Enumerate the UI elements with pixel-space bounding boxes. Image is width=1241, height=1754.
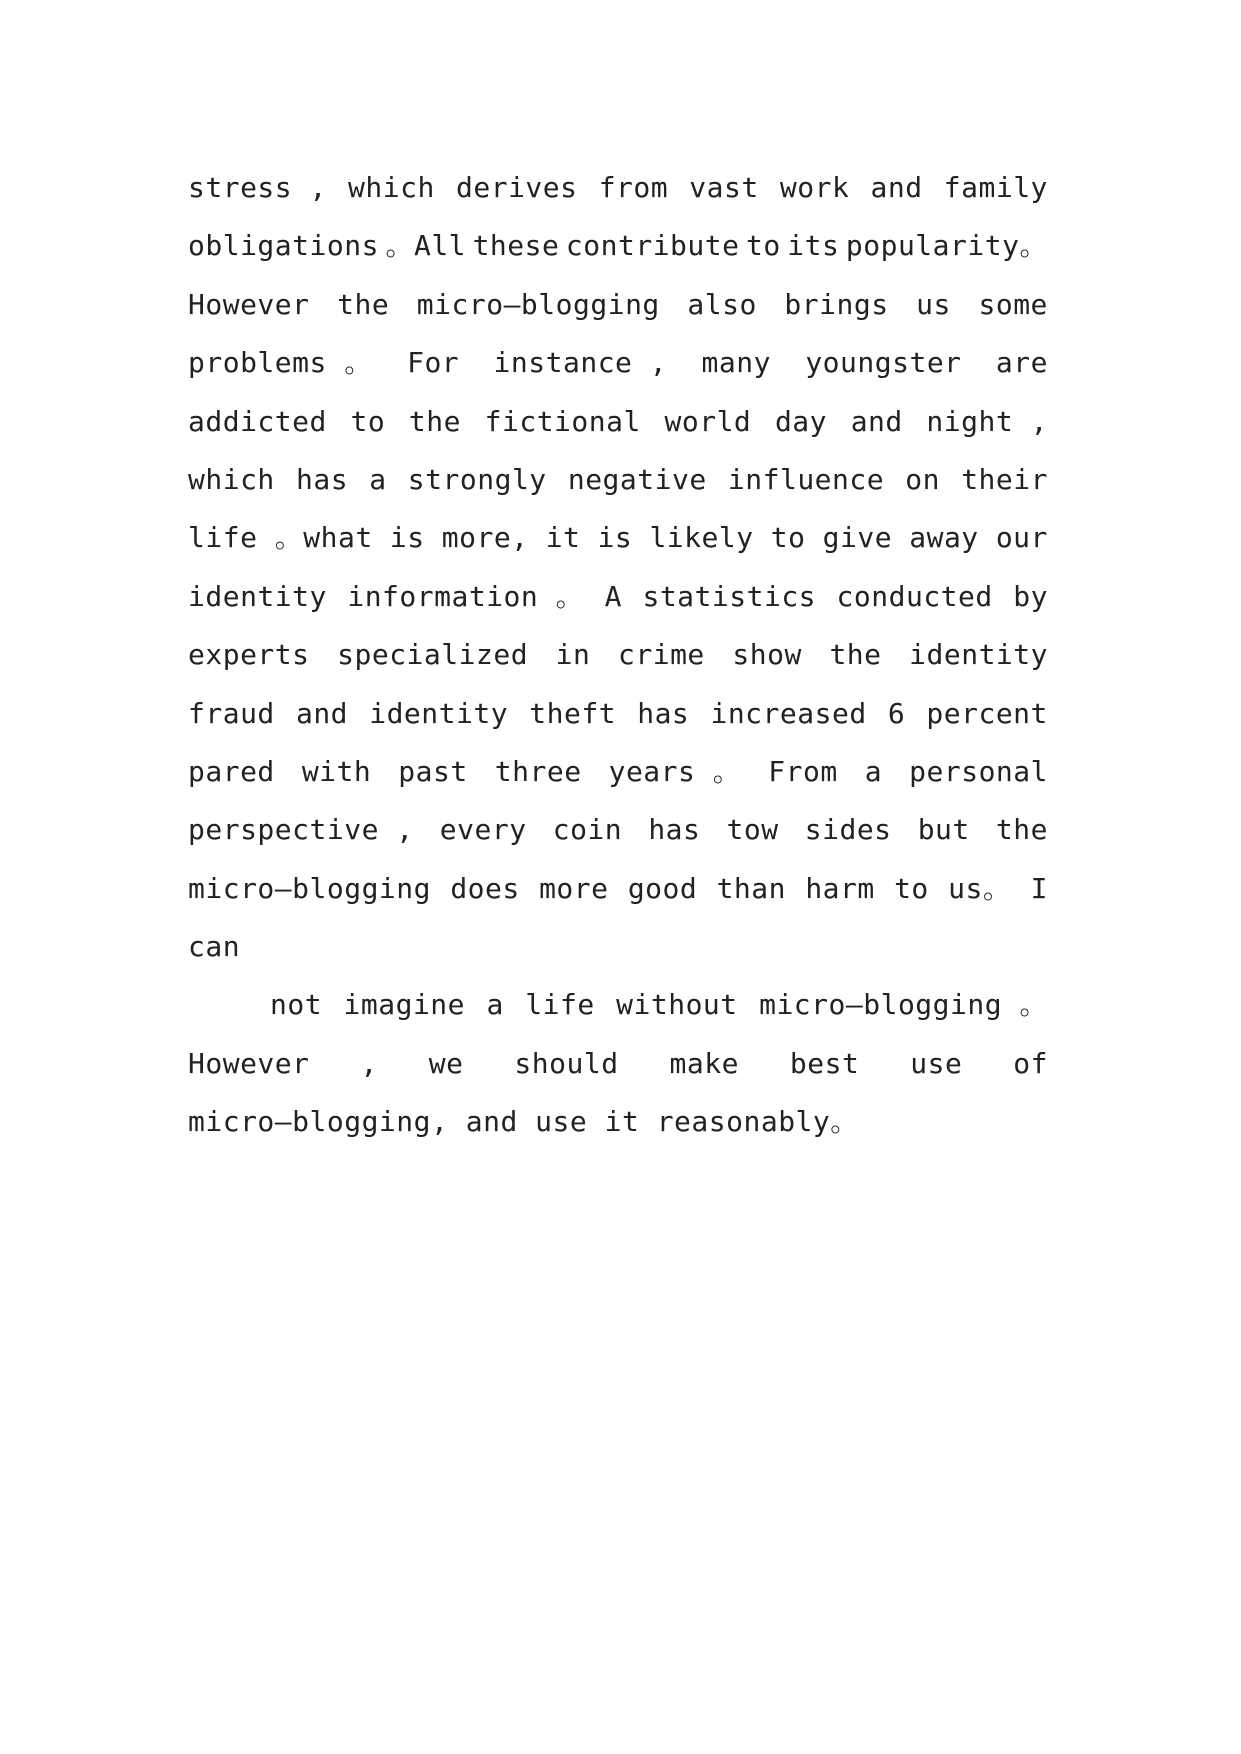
word: and [870, 171, 923, 204]
word: obligations [188, 229, 379, 263]
text-line [188, 626, 1048, 684]
word: strongly [407, 462, 547, 496]
word: its [787, 229, 840, 263]
word: micro—blogging [416, 287, 660, 321]
word: from [598, 171, 669, 204]
word: work [779, 171, 850, 204]
word: youngster [805, 346, 962, 380]
word: micro—blogging 。 [759, 988, 1048, 1022]
word: every [439, 813, 527, 847]
word: more [539, 871, 609, 905]
word: world [664, 404, 752, 438]
word: give [822, 521, 893, 555]
word: past [398, 754, 468, 788]
word: more, [441, 521, 529, 555]
word: of [1013, 1046, 1048, 1080]
word: percent [926, 696, 1048, 730]
word: it [545, 521, 581, 555]
word: 6 [887, 696, 906, 730]
word: with [301, 754, 372, 788]
word: increased [710, 696, 867, 730]
word: a [486, 988, 504, 1022]
word: in [555, 638, 591, 672]
word: our [995, 521, 1048, 555]
word: is [389, 521, 425, 555]
word: good [627, 871, 698, 905]
word: 。All [385, 229, 467, 263]
word: are [995, 346, 1048, 380]
word: day [774, 404, 828, 438]
word: personal [909, 754, 1048, 788]
word: For [407, 346, 460, 380]
word: should [514, 1046, 619, 1080]
word: addicted [188, 404, 327, 438]
text-line [188, 217, 1048, 275]
word: micro—blogging [188, 871, 432, 905]
word: sides [804, 813, 892, 847]
word: on [905, 462, 941, 496]
word: information 。 [347, 579, 585, 613]
word: to [746, 229, 781, 263]
word: has [648, 813, 701, 847]
word: three [494, 754, 582, 788]
text-line [188, 334, 1048, 392]
text-line [188, 1035, 1048, 1093]
word: identity [369, 696, 509, 730]
word: brings [784, 287, 889, 321]
word: which [348, 171, 435, 204]
word: does [450, 871, 520, 905]
word: the [337, 287, 390, 321]
word: statistics [642, 579, 817, 613]
word: use [535, 1105, 588, 1139]
word: and [850, 404, 903, 438]
word: has [637, 696, 690, 730]
word: years 。 [608, 754, 742, 788]
word: instance , [493, 346, 668, 380]
text-line [188, 393, 1048, 451]
word: the [829, 638, 882, 672]
word: fraud [188, 696, 275, 730]
word: imagine [343, 988, 466, 1022]
text-line [188, 159, 1048, 217]
word: problems 。 [188, 346, 373, 380]
word: and [465, 1105, 518, 1139]
word: contribute [565, 229, 740, 263]
word: harm [805, 871, 875, 905]
word: family [943, 171, 1048, 204]
word: can [188, 930, 241, 964]
text-line [188, 509, 1048, 567]
word: show [732, 638, 802, 672]
word: a [369, 462, 387, 496]
text-line [188, 1093, 1088, 1151]
word: conducted [836, 579, 993, 613]
word: life 。what [188, 521, 373, 555]
word: which [188, 462, 275, 496]
word: make [669, 1046, 739, 1080]
text-line [188, 568, 1048, 626]
text-line [188, 451, 1048, 509]
word: we [428, 1046, 464, 1080]
word: micro—blogging, [188, 1105, 449, 1139]
word: some [978, 287, 1048, 321]
word: coin [552, 813, 623, 847]
text-line [188, 685, 1048, 743]
word: I [1030, 871, 1048, 905]
word: perspective , [188, 813, 414, 847]
word: crime [618, 638, 705, 672]
text-line [188, 918, 1088, 976]
word: tow [726, 813, 779, 847]
text-line [188, 801, 1048, 859]
word: many [701, 346, 771, 380]
word: to [894, 871, 929, 905]
word: fictional [484, 404, 641, 438]
word: likely [649, 521, 754, 555]
word: reasonably。 [656, 1105, 859, 1139]
word: and [295, 696, 349, 730]
word: A [604, 579, 622, 613]
text-line [188, 276, 1048, 334]
word: identity [188, 579, 327, 613]
word: to [770, 521, 806, 555]
word: night , [926, 404, 1048, 438]
word: specialized [337, 638, 529, 672]
word: us。 [948, 871, 1012, 905]
word: than [716, 871, 787, 905]
word: also [687, 287, 757, 321]
text-line [188, 860, 1048, 918]
body-text [188, 159, 1088, 1152]
word: these [472, 229, 560, 263]
word: not [270, 988, 323, 1022]
word: use [910, 1046, 963, 1080]
word: life [525, 988, 595, 1022]
word: popularity。 [845, 229, 1048, 263]
text-line [188, 743, 1048, 801]
word: pared [188, 754, 275, 788]
word: experts [188, 638, 310, 672]
word: identity [909, 638, 1048, 672]
word: the [995, 813, 1048, 847]
word: without [616, 988, 738, 1022]
text-line [188, 976, 1048, 1034]
word: away [909, 521, 979, 555]
word: their [961, 462, 1048, 496]
word: theft [529, 696, 617, 730]
word: but [917, 813, 970, 847]
word: it [604, 1105, 640, 1139]
word: negative [567, 462, 707, 496]
word: , [360, 1046, 378, 1080]
word: stress , [188, 171, 327, 204]
word: best [789, 1046, 860, 1080]
word: to [350, 404, 386, 438]
word: However [188, 287, 310, 321]
word: a [864, 754, 883, 788]
word: us [916, 287, 951, 321]
word: by [1013, 579, 1048, 613]
word: influence [727, 462, 885, 496]
word: However [188, 1046, 310, 1080]
word: vast [689, 171, 759, 204]
word: has [295, 462, 349, 496]
word: the [408, 404, 461, 438]
word: is [597, 521, 633, 555]
word: From [768, 754, 838, 788]
word: derives [456, 171, 578, 204]
